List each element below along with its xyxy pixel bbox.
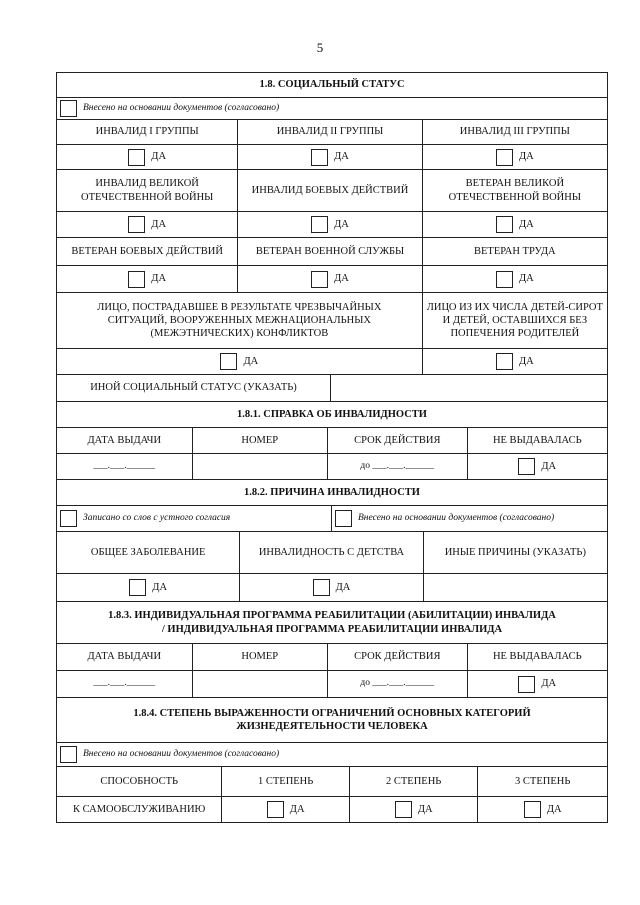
yes-option[interactable] [220, 353, 258, 370]
yes-option[interactable] [496, 149, 534, 166]
other-status-field[interactable] [331, 375, 607, 401]
number-field[interactable] [193, 454, 329, 479]
yes-label: ДА [518, 151, 534, 163]
checkbox[interactable] [60, 100, 77, 117]
status-label: ЛИЦО ИЗ ИХ ЧИСЛА ДЕТЕЙ-СИРОТ И ДЕТЕЙ, ОСТАВШИХСЯ БЕЗ ПОПЕЧЕНИЯ РОДИТЕЛЕЙ [426, 301, 603, 340]
validity-field[interactable]: до ___.___.______ [328, 671, 468, 697]
section-title [57, 698, 607, 742]
yes-label: ДА [518, 273, 534, 285]
yes-label: ДА [243, 355, 259, 367]
checkbox[interactable] [518, 676, 535, 693]
other-status-label: ИНОЙ СОЦИАЛЬНЫЙ СТАТУС (УКАЗАТЬ) [57, 375, 331, 401]
yes-option[interactable] [496, 271, 534, 288]
checkbox[interactable] [496, 271, 513, 288]
yes-label: ДА [334, 218, 349, 230]
column-header: НОМЕР [193, 428, 329, 453]
column-header: ДАТА ВЫДАЧИ [57, 644, 193, 670]
oral-consent-option[interactable] [57, 506, 332, 531]
yes-option[interactable] [518, 676, 556, 693]
yes-label: ДА [518, 355, 534, 367]
section-title-row [56, 72, 608, 98]
cause-label: ОБЩЕЕ ЗАБОЛЕВАНИЕ [57, 532, 240, 573]
yes-label: ДА [541, 460, 557, 472]
checkbox[interactable] [496, 353, 513, 370]
yes-option[interactable] [524, 801, 562, 818]
yes-option[interactable] [395, 801, 433, 818]
checkbox[interactable] [496, 149, 513, 166]
cause-label: ИНЫЕ ПРИЧИНЫ (УКАЗАТЬ) [444, 546, 586, 558]
yes-label: ДА [541, 678, 557, 690]
issue-date-field[interactable]: ___.___.______ [57, 454, 193, 479]
column-header: СРОК ДЕЙСТВИЯ [328, 644, 468, 670]
section-title-line: 1.8.3. ИНДИВИДУАЛЬНАЯ ПРОГРАММА РЕАБИЛИТАЦИИ (АБИЛИТАЦИИ) ИНВАЛИДА [108, 610, 556, 622]
column-header: 3 СТЕПЕНЬ [515, 775, 571, 787]
column-header: 1 СТЕПЕНЬ [222, 767, 350, 796]
column-header: СПОСОБНОСТЬ [57, 767, 222, 796]
yes-option[interactable] [313, 579, 351, 596]
oral-consent-label: Записано со слов с устного согласия [83, 512, 231, 523]
checkbox[interactable] [311, 271, 328, 288]
yes-option[interactable] [128, 149, 166, 166]
yes-label: ДА [151, 151, 167, 163]
yes-label: ДА [335, 581, 351, 593]
checkbox[interactable] [60, 510, 77, 527]
yes-label: ДА [152, 581, 168, 593]
status-label: ИНВАЛИД III ГРУППЫ [459, 126, 570, 138]
doc-basis-option[interactable] [57, 98, 607, 119]
yes-option[interactable] [311, 216, 349, 233]
checkbox[interactable] [128, 149, 145, 166]
section-title: 1.8.1. СПРАВКА ОБ ИНВАЛИДНОСТИ [237, 408, 427, 420]
section-title-line: / ИНДИВИДУАЛЬНАЯ ПРОГРАММА РЕАБИЛИТАЦИИ ИНВАЛИДА [161, 623, 503, 635]
checkbox[interactable] [220, 353, 237, 370]
doc-basis-label: Внесено на основании документов (согласовано) [358, 512, 555, 523]
checkbox[interactable] [313, 579, 330, 596]
section-title: 1.8.2. ПРИЧИНА ИНВАЛИДНОСТИ [244, 486, 420, 498]
yes-label: ДА [417, 803, 433, 815]
social-status-form [56, 72, 608, 823]
section-title [57, 602, 607, 643]
checkbox[interactable] [311, 149, 328, 166]
yes-option[interactable] [311, 271, 349, 288]
yes-label: ДА [334, 273, 349, 285]
section-title-line: 1.8.4. СТЕПЕНЬ ВЫРАЖЕННОСТИ ОГРАНИЧЕНИЙ ОСНОВНЫХ КАТЕГОРИЙ [133, 707, 531, 719]
status-label: ИНВАЛИД II ГРУППЫ [238, 120, 422, 144]
column-header: 2 СТЕПЕНЬ [350, 767, 479, 796]
yes-label: ДА [151, 218, 167, 230]
ability-label: К САМООБСЛУЖИВАНИЮ [57, 797, 222, 822]
status-label: ВЕТЕРАН ТРУДА [474, 245, 556, 257]
checkbox[interactable] [311, 216, 328, 233]
column-header: НЕ ВЫДАВАЛАСЬ [492, 651, 582, 663]
yes-option[interactable] [128, 271, 166, 288]
checkbox[interactable] [128, 216, 145, 233]
checkbox[interactable] [395, 801, 412, 818]
yes-option[interactable] [267, 801, 305, 818]
yes-option[interactable] [128, 216, 166, 233]
status-label: ИНВАЛИД ВЕЛИКОЙ ОТЕЧЕСТВЕННОЙ ВОЙНЫ [57, 170, 238, 211]
column-header: СРОК ДЕЙСТВИЯ [328, 428, 468, 453]
column-header: ДАТА ВЫДАЧИ [57, 428, 193, 453]
yes-label: ДА [518, 218, 534, 230]
issue-date-field[interactable]: ___.___.______ [57, 671, 193, 697]
doc-basis-option[interactable] [57, 743, 607, 766]
yes-option[interactable] [496, 353, 534, 370]
checkbox[interactable] [267, 801, 284, 818]
status-label: ИНВАЛИД БОЕВЫХ ДЕЙСТВИЙ [238, 170, 422, 211]
section-title-line: ЖИЗНЕДЕЯТЕЛЬНОСТИ ЧЕЛОВЕКА [236, 721, 428, 732]
other-cause-field[interactable] [424, 574, 607, 601]
status-label: ЛИЦО, ПОСТРАДАВШЕЕ В РЕЗУЛЬТАТЕ ЧРЕЗВЫЧАЙНЫХ СИТУАЦИЙ, ВООРУЖЕННЫХ МЕЖНАЦИОНАЛЬНЫХ (МЕЖЭТНИЧЕСКИХ) КОНФЛИКТОВ [57, 293, 423, 348]
yes-option[interactable] [518, 458, 556, 475]
checkbox[interactable] [524, 801, 541, 818]
yes-label: ДА [546, 803, 562, 815]
checkbox[interactable] [129, 579, 146, 596]
checkbox[interactable] [128, 271, 145, 288]
yes-option[interactable] [129, 579, 167, 596]
yes-option[interactable] [496, 216, 534, 233]
status-label: ВЕТЕРАН БОЕВЫХ ДЕЙСТВИЙ [57, 238, 238, 265]
section-title: 1.8. СОЦИАЛЬНЫЙ СТАТУС [259, 79, 405, 91]
checkbox[interactable] [60, 746, 77, 763]
yes-label: ДА [334, 151, 349, 163]
cause-label: ИНВАЛИДНОСТЬ С ДЕТСТВА [240, 532, 423, 573]
column-header: НОМЕР [193, 644, 329, 670]
doc-basis-label: Внесено на основании документов (согласовано) [83, 748, 280, 759]
checkbox[interactable] [496, 216, 513, 233]
page-number: 5 [316, 40, 324, 55]
yes-option[interactable] [311, 149, 349, 166]
status-label: ИНВАЛИД I ГРУППЫ [57, 120, 238, 144]
checkbox[interactable] [335, 510, 352, 527]
column-header: НЕ ВЫДАВАЛАСЬ [492, 434, 582, 446]
status-label: ВЕТЕРАН ВОЕННОЙ СЛУЖБЫ [238, 238, 422, 265]
doc-basis-label: Внесено на основании документов (согласовано) [83, 102, 280, 113]
number-field[interactable] [193, 671, 329, 697]
status-label: ВЕТЕРАН ВЕЛИКОЙ ОТЕЧЕСТВЕННОЙ ВОЙНЫ [448, 178, 582, 203]
doc-basis-option[interactable] [332, 506, 607, 531]
yes-label: ДА [151, 273, 167, 285]
checkbox[interactable] [518, 458, 535, 475]
yes-label: ДА [289, 803, 305, 815]
validity-field[interactable]: до ___.___.______ [328, 454, 468, 479]
